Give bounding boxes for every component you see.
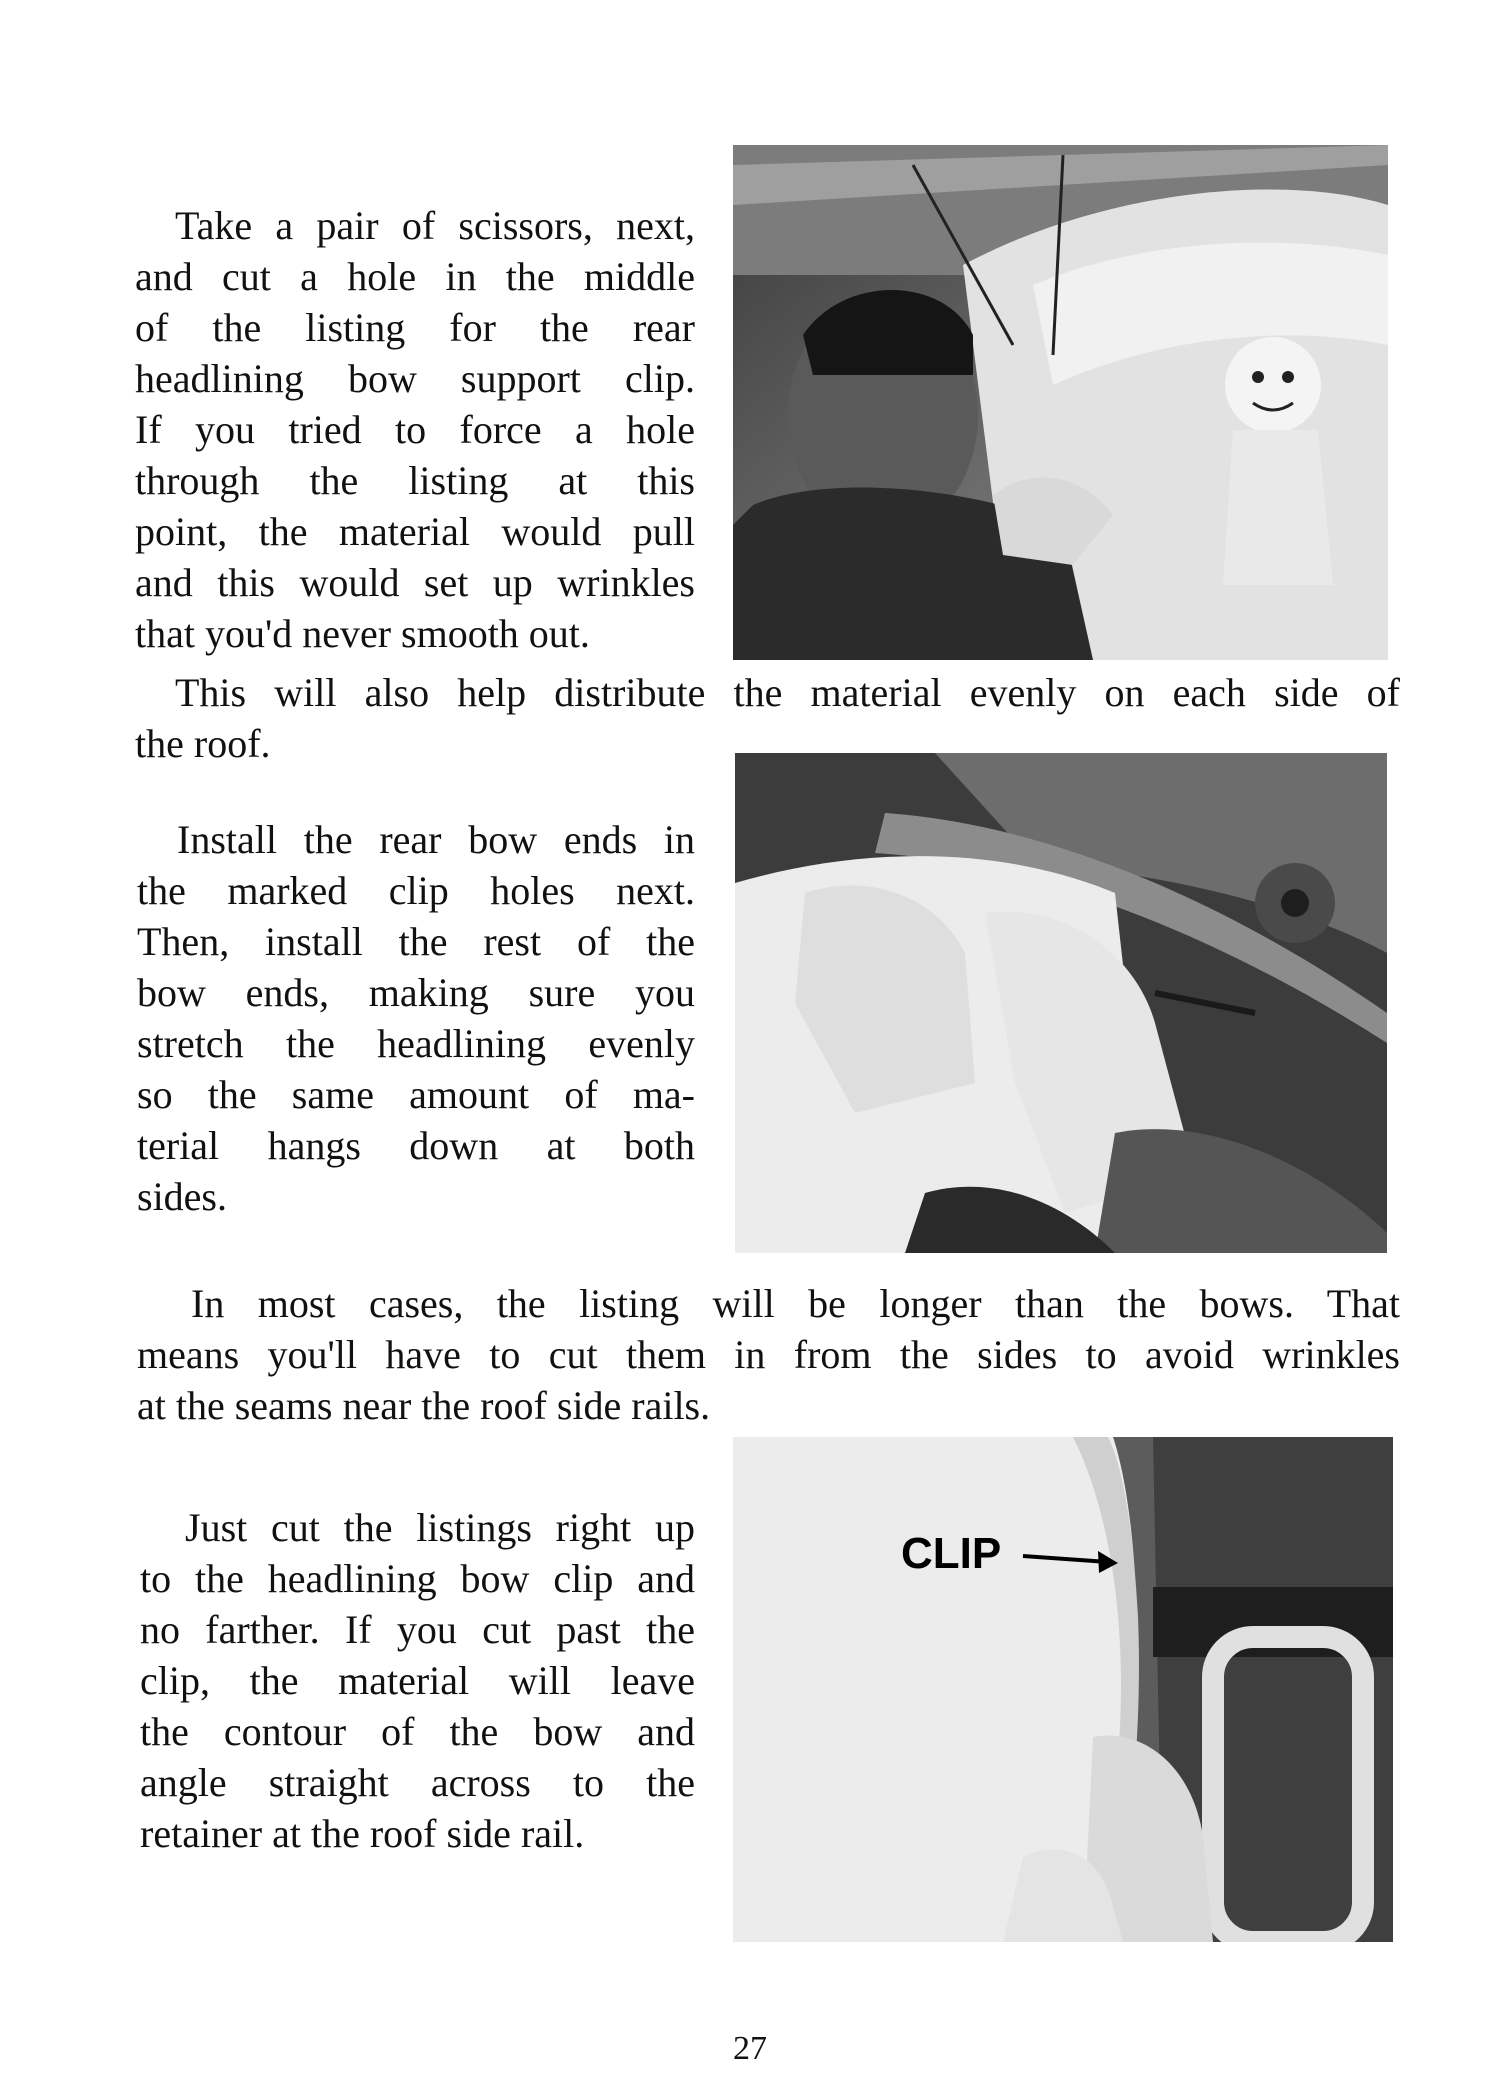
text-line: If you tried to force a hole — [135, 407, 695, 452]
text-line: terial hangs down at both — [137, 1123, 695, 1168]
text-line: Install the rear bow ends in — [177, 817, 695, 862]
text-line: to the headlining bow clip and — [140, 1556, 695, 1601]
text-line: clip, the material will leave — [140, 1658, 695, 1703]
text-line: stretch the headlining evenly — [137, 1021, 695, 1066]
text-line: so the same amount of ma- — [137, 1072, 695, 1117]
text-line: through the listing at this — [135, 458, 695, 503]
text-line: the roof. — [135, 721, 271, 766]
text-line: sides. — [137, 1174, 227, 1219]
text-line: In most cases, the listing will be longer than the bows. That — [191, 1281, 1400, 1326]
text-line: that you'd never smooth out. — [135, 611, 590, 656]
photo-hands-stretching — [735, 753, 1387, 1253]
text-line: of the listing for the rear — [135, 305, 695, 350]
text-line: Take a pair of scissors, next, — [175, 203, 695, 248]
page-number: 27 — [733, 2030, 767, 2067]
text-line: and this would set up wrinkles — [135, 560, 695, 605]
paragraph-install — [137, 814, 695, 1222]
text-line: point, the material would pull — [135, 509, 695, 554]
text-line: bow ends, making sure you — [137, 970, 695, 1015]
text-line: means you'll have to cut them in from the sides to avoid wrinkles — [137, 1332, 1400, 1377]
clip-label: CLIP — [901, 1529, 1002, 1578]
photo-headlining-clip — [733, 1437, 1393, 1942]
text-line: Then, install the rest of the — [137, 919, 695, 964]
text-line: no farther. If you cut past the — [140, 1607, 695, 1652]
text-line: Just cut the listings right up — [185, 1505, 695, 1550]
photo-rear-bow-clip — [733, 145, 1388, 660]
text-line: This will also help distribute the material evenly on each side of — [175, 670, 1400, 715]
paragraph-cut — [140, 1502, 695, 1859]
photo-rear-bow-clip-image — [733, 145, 1388, 660]
paragraph-cases — [137, 1278, 1400, 1431]
text-line: retainer at the roof side rail. — [140, 1811, 585, 1856]
paragraph-scissors — [135, 200, 695, 659]
text-line: at the seams near the roof side rails. — [137, 1383, 711, 1428]
text-line: the marked clip holes next. — [137, 868, 695, 913]
text-line: headlining bow support clip. — [135, 356, 695, 401]
text-line: the contour of the bow and — [140, 1709, 695, 1754]
photo-headlining-clip-image — [733, 1437, 1393, 1942]
text-line: angle straight across to the — [140, 1760, 695, 1805]
text-line: and cut a hole in the middle — [135, 254, 695, 299]
photo-hands-stretching-image — [735, 753, 1387, 1253]
